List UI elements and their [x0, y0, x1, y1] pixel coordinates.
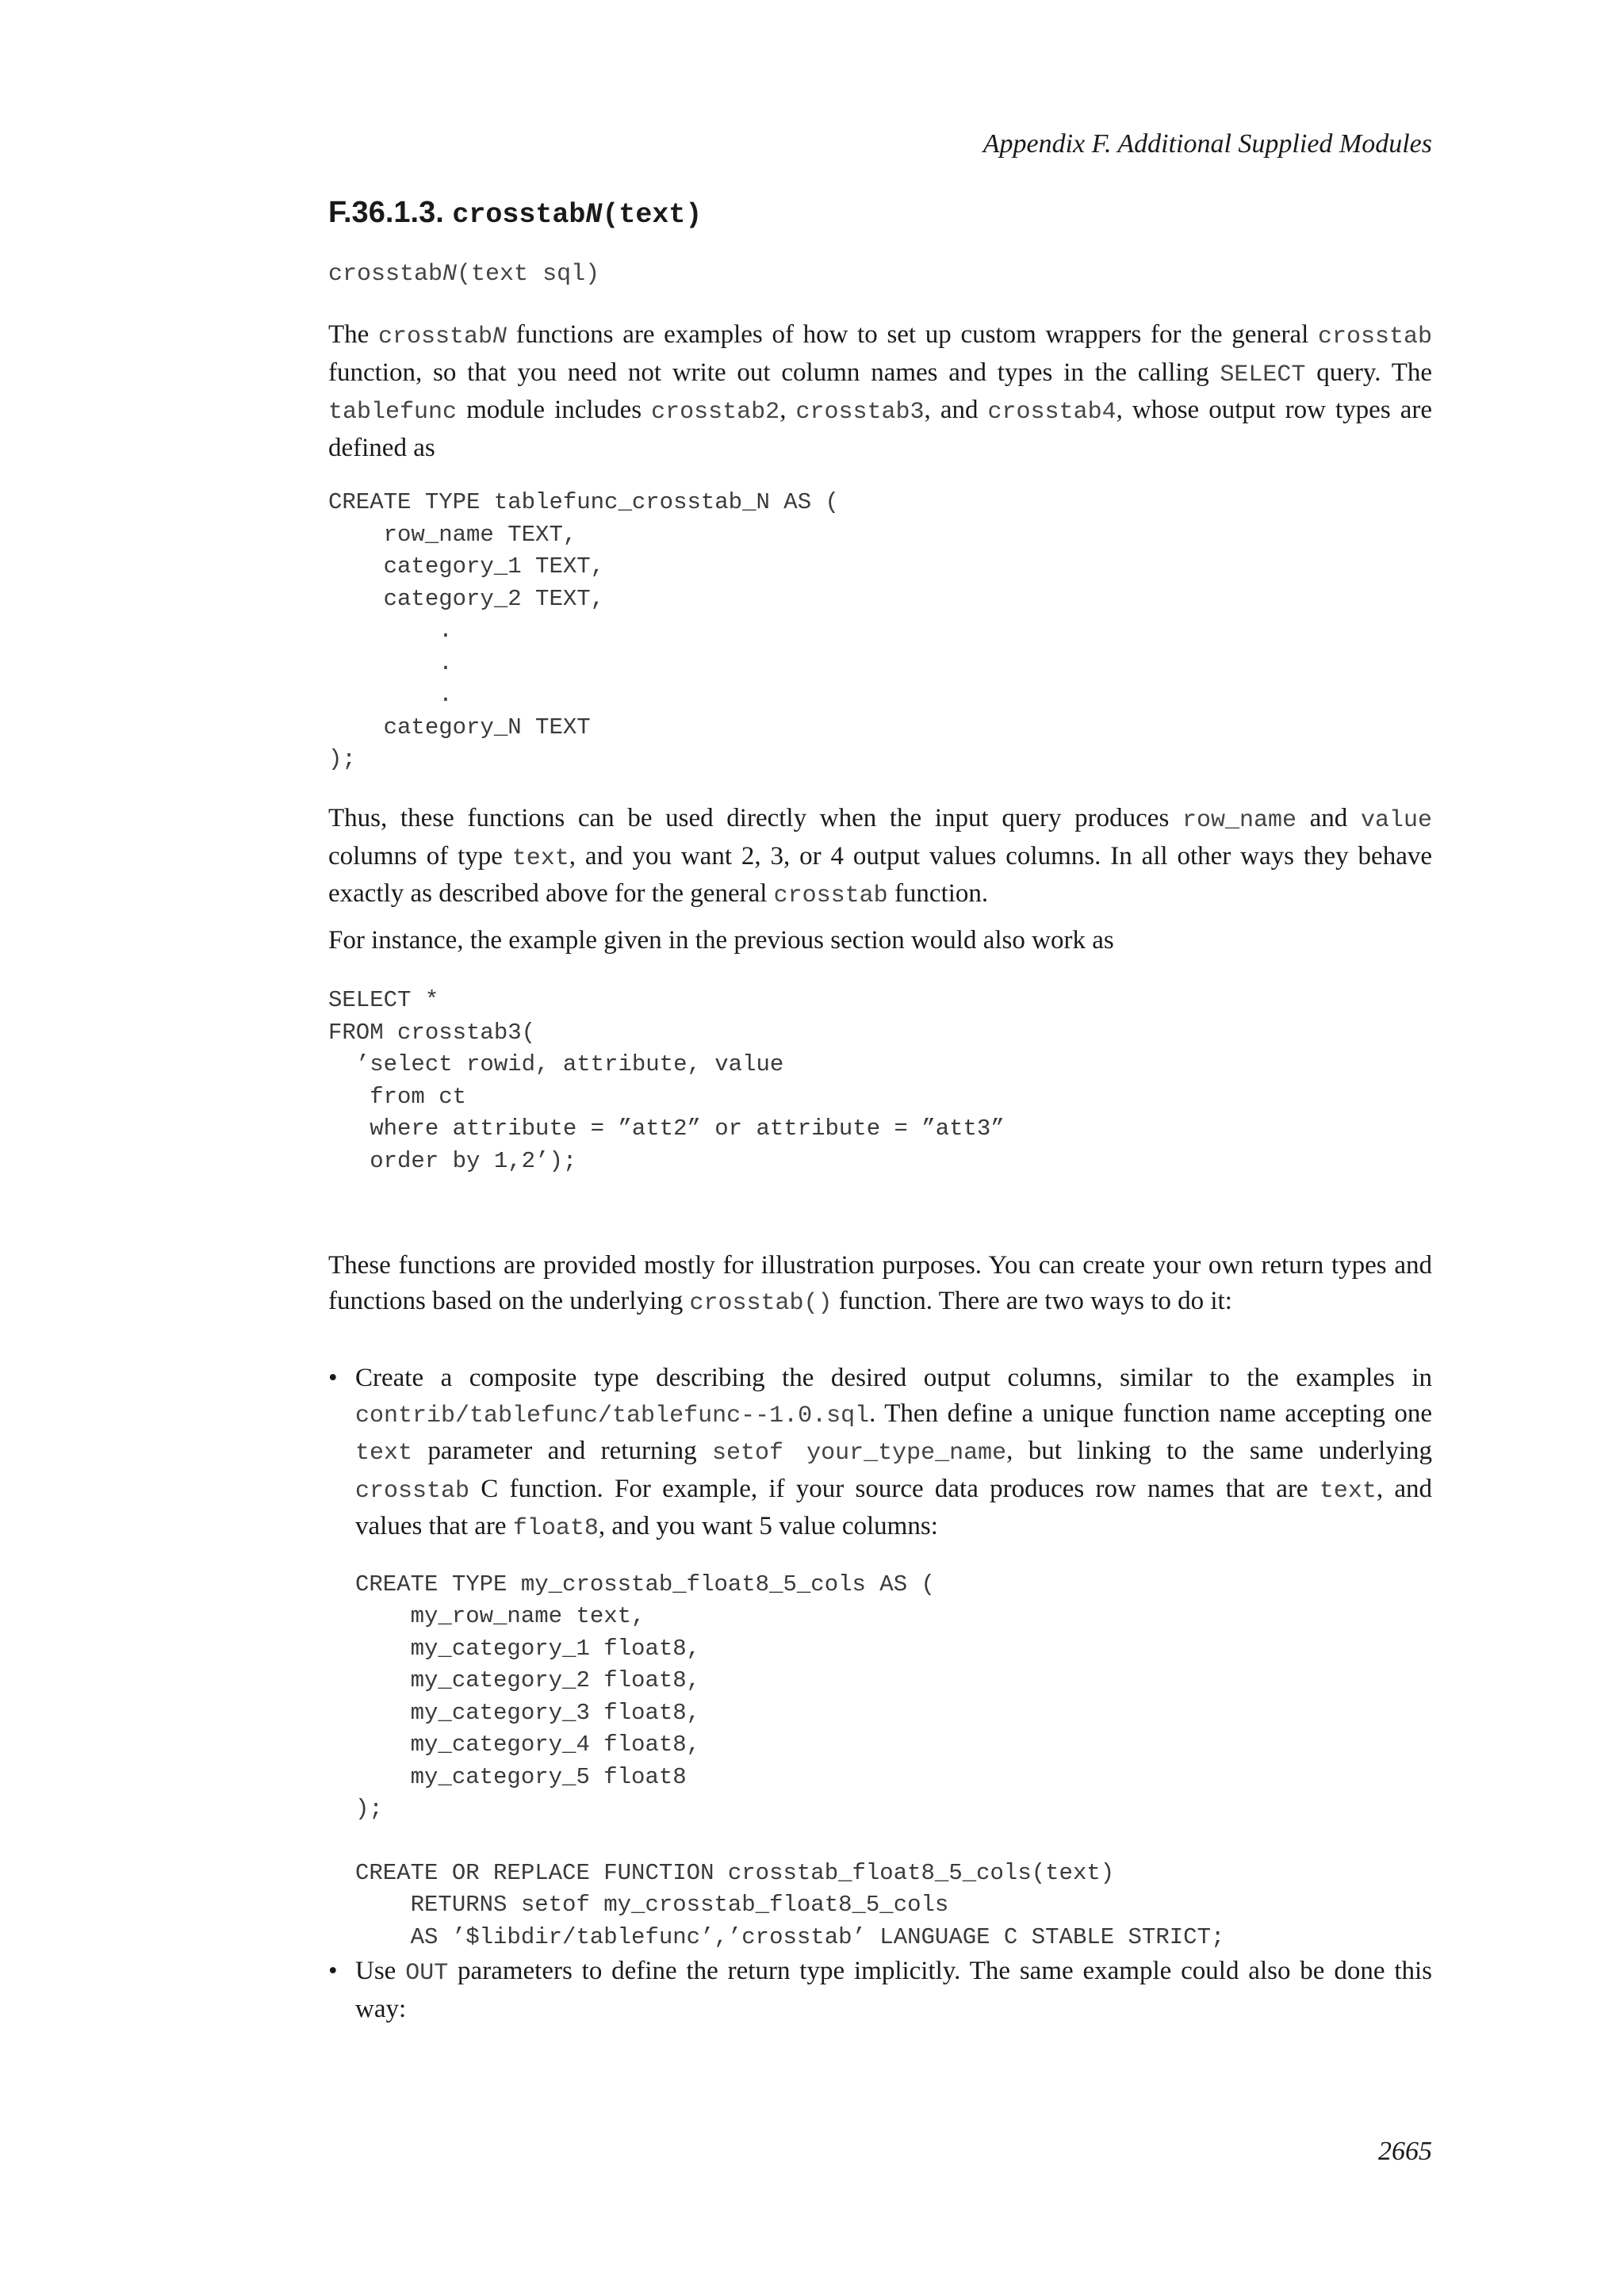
inline-code: crosstab2: [651, 399, 780, 426]
paragraph-intro: The crosstabN functions are examples of how to set up custom wrappers for the general crosstab function, so that you need not write out column names and types in the calling SELECT query. The tablefunc module includes crosstab2, crosstab3, and crosstab4, whose output row types are defined as: [328, 320, 1433, 462]
inline-code: text: [1319, 1477, 1377, 1505]
paragraph-illustration: These functions are provided mostly for illustration purposes. You can create your own return types and functions based on the underlying crosstab() function. There are two ways to do it:: [328, 1251, 1432, 1317]
paragraph-example-intro: For instance, the example given in the previous section would also work as: [328, 926, 1114, 955]
inline-code: setof your_type_name: [711, 1440, 1007, 1467]
bullet-icon: •: [328, 1364, 338, 1392]
inline-code: contrib/tablefunc/tablefunc--1.0.sql: [355, 1402, 870, 1429]
code-block-function-definition: CREATE OR REPLACE FUNCTION crosstab_float8_5_cols(text) RETURNS setof my_crosstab_float8_5_cols AS ’$libdir/tablefunc’,’crosstab’ LANGUAGE C STABLE STRICT;: [355, 1859, 1225, 1950]
inline-code: crosstab: [355, 1477, 470, 1505]
list-item: [328, 1360, 1432, 1954]
inline-code: text: [511, 844, 569, 872]
function-synopsis: crosstabN(text sql): [328, 261, 600, 288]
inline-code: text: [355, 1440, 413, 1467]
inline-code: OUT: [405, 1960, 449, 1987]
list-item: [328, 1954, 1432, 2026]
list-item-text: Create a composite type describing the desired output columns, similar to the examples in contrib/tablefunc/tablefunc--1.0.sql. Then define a unique function name accepting one text parameter and returning setof your_type_name, but linking to the same underlying crosstab C function. For example, if your source data produces row names that are text, and values that are float8, and you want 5 value columns:: [355, 1364, 1433, 1542]
paragraph-usage: Thus, these functions can be used directly when the input query produces row_name and value columns of type text, and you want 2, 3, or 4 output values columns. In all other ways they behave exactly as described above for the general crosstab function.: [328, 804, 1432, 909]
inline-code: crosstab(): [689, 1289, 833, 1317]
list-item-body: [355, 1360, 1432, 1954]
list-item-text: Use OUT parameters to define the return type implicitly. The same example could also be done this way:: [355, 1957, 1432, 2023]
running-header: Appendix F. Additional Supplied Modules: [982, 129, 1432, 159]
section-number: F.36.1.3.: [328, 196, 444, 229]
code-block-type-definition: CREATE TYPE tablefunc_crosstab_N AS ( row_name TEXT, category_1 TEXT, category_2 TEXT, . . . category_N TEXT );: [328, 489, 839, 772]
code-block-composite-type: CREATE TYPE my_crosstab_float8_5_cols AS ( my_row_name text, my_category_1 float8, my_category_2 float8, my_category_3 float8, my_category_4 float8, my_category_5 float8 );: [355, 1571, 935, 1822]
inline-code: float8: [512, 1515, 599, 1542]
document-page: [328, 0, 1432, 2296]
inline-code: tablefunc: [328, 399, 458, 426]
page-number: 2665: [1378, 2137, 1432, 2166]
list-item-body: [355, 1954, 1432, 2026]
inline-code: crosstabN: [377, 323, 508, 350]
section-heading: [328, 193, 702, 234]
inline-code: crosstab3: [795, 399, 925, 426]
inline-code: crosstab: [773, 882, 888, 909]
inline-code: crosstab4: [987, 399, 1116, 426]
inline-code: SELECT: [1220, 361, 1306, 388]
inline-code: crosstab: [1317, 323, 1432, 350]
code-block-select-example: SELECT * FROM crosstab3( ’select rowid, attribute, value from ct where attribute = ”att2” or attribute = ”att3” order by 1,2’);: [328, 987, 1005, 1174]
inline-code: value: [1360, 807, 1432, 834]
bullet-icon: •: [328, 1957, 338, 1985]
section-title-code: crosstabN(text): [452, 199, 703, 231]
inline-code: row_name: [1182, 807, 1297, 834]
